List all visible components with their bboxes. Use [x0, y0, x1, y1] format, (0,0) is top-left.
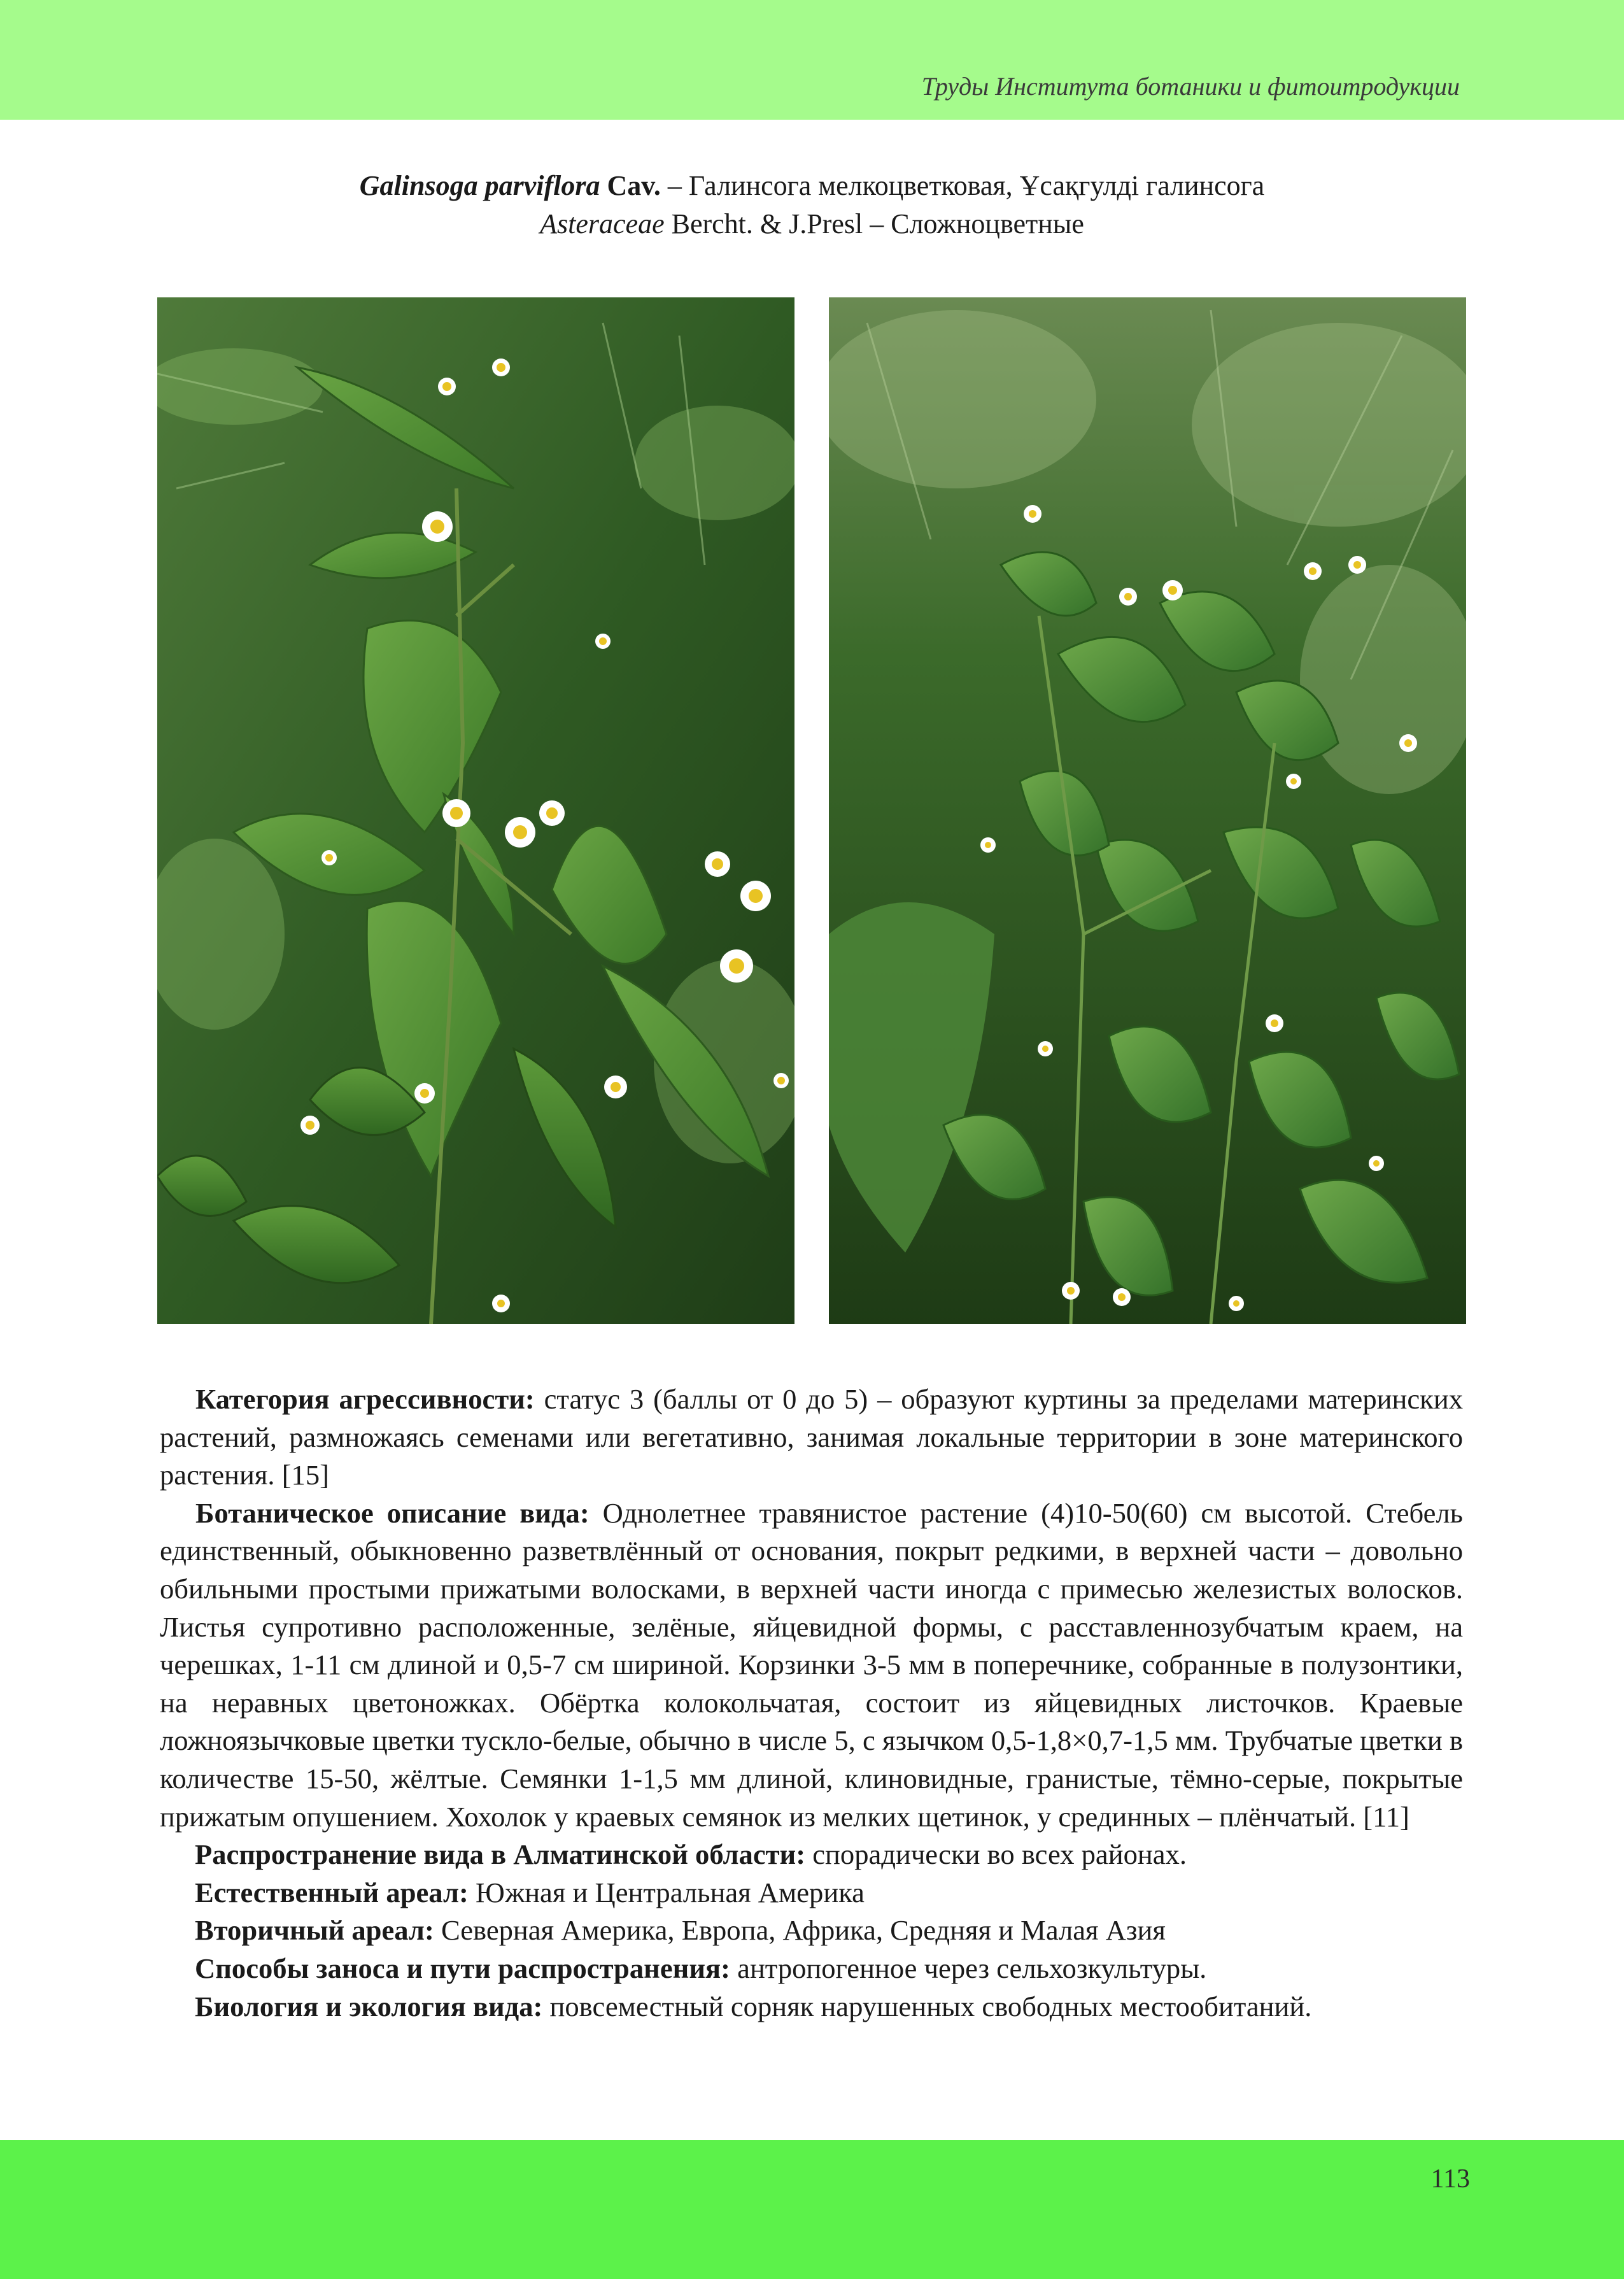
plant-photo-right [829, 297, 1466, 1324]
section-label: Категория агрессивности: [195, 1383, 535, 1415]
section-label: Способы заноса и пути распространения: [195, 1952, 730, 1984]
section-biology-ecology [160, 1988, 1463, 2026]
section-text: повсеместный сорняк нарушенных свободных местообитаний. [542, 1990, 1312, 2022]
section-natural-range [160, 1874, 1463, 1912]
page-number: 113 [1430, 2164, 1470, 2194]
species-description [160, 1381, 1463, 2026]
section-text: статус 3 (баллы от 0 до 5) – образуют куртины за пределами материнских растений, размножаясь семенами или вегетативно, занимая локальные территории в зоне материнского растения. [15] [160, 1383, 1463, 1491]
section-label: Вторичный ареал: [195, 1914, 434, 1947]
footer-band [0, 2140, 1624, 2279]
species-author: Cav. [607, 170, 661, 201]
section-botanical-description [160, 1494, 1463, 1836]
species-latin-name: Galinsoga parviflora [359, 170, 600, 201]
plant-photo-left [157, 297, 794, 1324]
species-common-names: – Галинсога мелкоцветковая, Ұсақгулді галинсога [660, 170, 1265, 201]
section-text: спорадически во всех районах. [805, 1838, 1187, 1871]
section-label: Ботаническое описание вида: [195, 1496, 590, 1529]
running-title: Труды Института ботаники и фитоитродукции [921, 72, 1460, 101]
species-title [0, 167, 1624, 243]
section-secondary-range [160, 1912, 1463, 1950]
section-distribution [160, 1836, 1463, 1874]
section-label: Естественный ареал: [195, 1876, 469, 1908]
section-introduction-pathways [160, 1950, 1463, 1988]
section-aggressiveness [160, 1381, 1463, 1494]
section-label: Распространение вида в Алматинской области: [195, 1838, 806, 1871]
family-title-line [0, 205, 1624, 243]
family-latin-name: Asteraceae [540, 208, 665, 239]
section-label: Биология и экология вида: [195, 1990, 543, 2022]
species-title-line [0, 167, 1624, 205]
header-band [0, 0, 1624, 120]
section-text: антропогенное через сельхозкультуры. [730, 1952, 1207, 1984]
section-text: Южная и Центральная Америка [468, 1876, 865, 1908]
section-text: Северная Америка, Европа, Африка, Средняя и Малая Азия [434, 1914, 1166, 1947]
family-author: Bercht. & J.Presl – Сложноцветные [664, 208, 1084, 239]
section-text: Однолетнее травянистое растение (4)10-50(60) см высотой. Стебель единственный, обыкновенно разветвлённый от основания, покрыт редкими, в верхней части – довольно обильными простыми прижатыми волосками, в верхней части иногда с примесью железистых волосков. Листья супротивно расположенные, зелёные, яйцевидной формы, с расставленнозубчатым краем, на черешках, 1-11 см длиной и 0,5-7 см шириной. Корзинки 3-5 мм в поперечнике, собранные в полузонтики, на неравных цветоножках. Обёртка колокольчатая, состоит из яйцевидных листочков. Краевые ложноязычковые цветки тускло-белые, обычно в числе 5, с язычком 0,5-1,8×0,7-1,5 мм. Трубчатые цветки в количестве 15-50, жёлтые. Семянки 1-1,5 мм длиной, клиновидные, гранистые, тёмно-серые, покрытые прижатым опушением. Хохолок у краевых семянок из мелких щетинок, у срединных – плёнчатый. [11] [160, 1496, 1463, 1833]
